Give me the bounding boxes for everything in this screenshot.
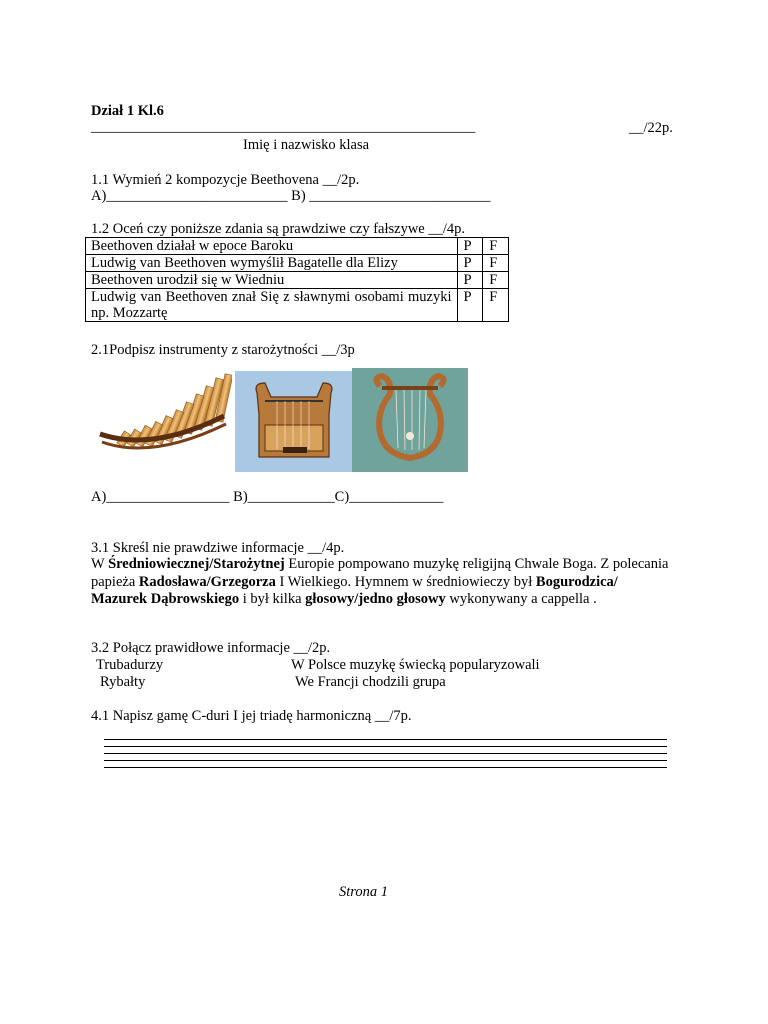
page-number: Strona 1 bbox=[339, 884, 389, 900]
total-score: __/22p. bbox=[629, 120, 673, 136]
question-1-1: 1.1 Wymień 2 kompozycje Beethovena __/2p. bbox=[91, 172, 360, 188]
question-3-2: 3.2 Połącz prawidłowe informacje __/2p. bbox=[91, 640, 331, 656]
staff-line bbox=[104, 760, 667, 761]
choice-era[interactable]: Średniowiecznej/Starożytnej bbox=[108, 556, 285, 572]
table-row bbox=[86, 255, 509, 272]
answer-lines-1-1: A)_________________________ B) _________________________ bbox=[91, 188, 491, 204]
choice-hymn[interactable]: Bogurodzica/ Mazurek Dąbrowskiego bbox=[91, 573, 618, 607]
answer-lines-2-1: A)_________________ B)____________C)_____________ bbox=[91, 489, 444, 505]
lyre-icon bbox=[352, 368, 468, 472]
statement-cell: Beethoven działał w epoce Baroku bbox=[86, 238, 458, 255]
name-caption: Imię i nazwisko klasa bbox=[243, 137, 370, 153]
true-option[interactable]: P bbox=[457, 289, 483, 322]
name-line: _____________________________________________________ bbox=[91, 119, 476, 135]
false-option[interactable]: F bbox=[483, 238, 509, 255]
statement-cell: Ludwig van Beethoven wymyślił Bagatelle dla Elizy bbox=[86, 255, 458, 272]
true-option[interactable]: P bbox=[457, 238, 483, 255]
staff-line bbox=[104, 767, 667, 768]
question-1-2: 1.2 Oceń czy poniższe zdania są prawdziwe czy fałszywe __/4p. bbox=[91, 221, 466, 237]
statement-cell: Ludwig van Beethoven znał Się z sławnymi osobami muzyki np. Mozzartę bbox=[86, 289, 458, 322]
kithara-image bbox=[235, 371, 353, 472]
statement-cell: Beethoven urodził się w Wiedniu bbox=[86, 272, 458, 289]
false-option[interactable]: F bbox=[483, 289, 509, 322]
kithara-icon bbox=[235, 371, 353, 472]
true-option[interactable]: P bbox=[457, 272, 483, 289]
table-row bbox=[86, 289, 509, 322]
false-option[interactable]: F bbox=[483, 255, 509, 272]
staff-line bbox=[104, 746, 667, 747]
pan-flute-icon bbox=[92, 368, 232, 472]
question-2-1: 2.1Podpisz instrumenty z starożytności __/3p bbox=[91, 342, 355, 358]
staff-line bbox=[104, 753, 667, 754]
question-3-1: 3.1 Skreśl nie prawdziwe informacje __/4p. bbox=[91, 540, 345, 556]
lyre-image bbox=[352, 368, 468, 472]
table-row bbox=[86, 238, 509, 255]
match-right-1[interactable]: W Polsce muzykę świecką popularyzowali bbox=[291, 657, 540, 673]
question-4-1: 4.1 Napisz gamę C-duri I jej triadę harmoniczną __/7p. bbox=[91, 708, 412, 724]
worksheet-title: Dział 1 Kl.6 bbox=[91, 103, 164, 119]
match-left-1[interactable]: Trubadurzy bbox=[96, 657, 164, 673]
table-row bbox=[86, 272, 509, 289]
paragraph-3-1: W Średniowiecznej/Starożytnej Europie pompowano muzykę religijną Chwale Boga. Z polecania papieża Radosława/Grzegorza I Wielkiego. Hymnem w średniowieczy był Bogurodzica/ Mazurek Dąbrowskiego i był kilka głosowy/jedno głosowy wykonywany a cappella . bbox=[91, 556, 669, 607]
match-left-2[interactable]: Rybałty bbox=[100, 674, 146, 690]
pan-flute-image bbox=[92, 368, 232, 472]
true-false-table bbox=[85, 237, 509, 322]
match-right-2[interactable]: We Francji chodzili grupa bbox=[295, 674, 446, 690]
choice-voices[interactable]: głosowy/jedno głosowy bbox=[305, 591, 446, 607]
false-option[interactable]: F bbox=[483, 272, 509, 289]
staff-line bbox=[104, 739, 667, 740]
choice-pope[interactable]: Radosława/Grzegorza bbox=[138, 573, 276, 590]
true-option[interactable]: P bbox=[457, 255, 483, 272]
